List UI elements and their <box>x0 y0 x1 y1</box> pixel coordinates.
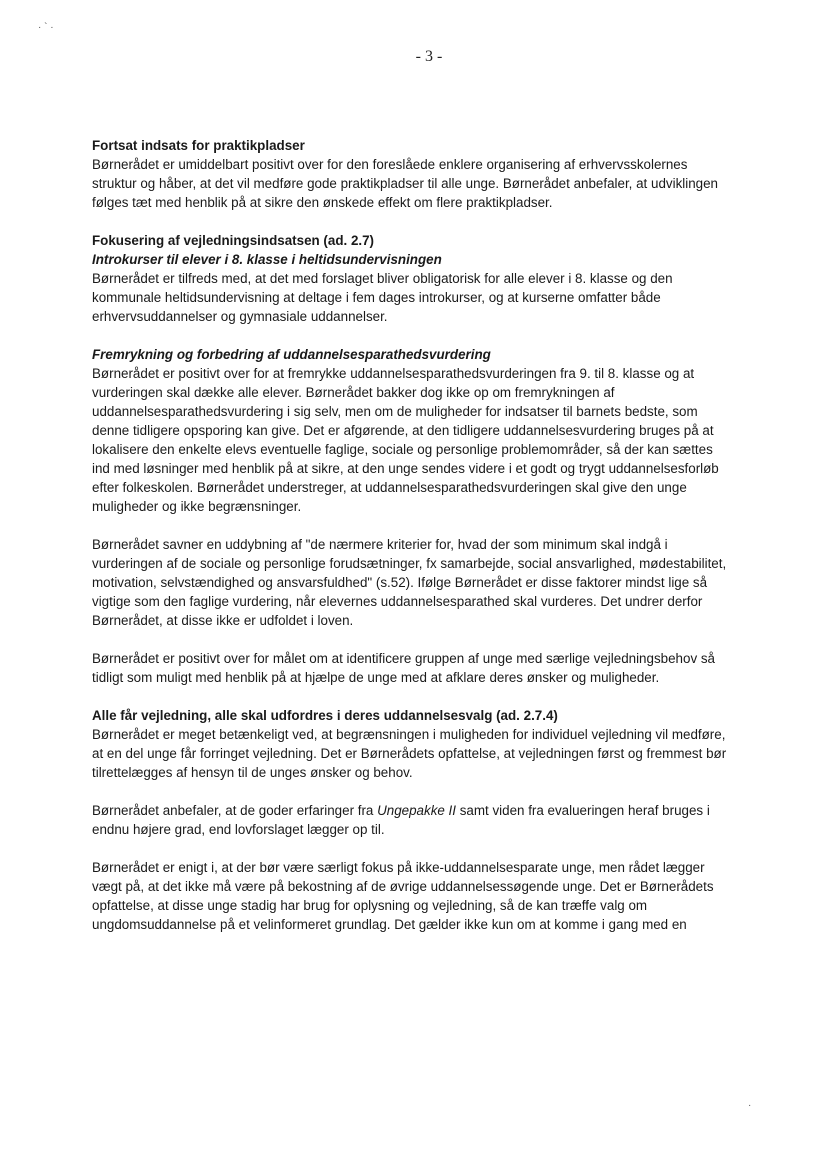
section-subheading: Fremrykning og forbedring af uddannelsesparathedsvurdering <box>92 347 491 362</box>
text-run: samt viden fra evalueringen heraf bruges i endnu højere grad, end lovforslaget lægger op til. <box>92 803 710 837</box>
document-body <box>92 136 732 953</box>
page-number: - 3 - <box>415 48 443 65</box>
paragraph-ungepakke <box>92 801 732 839</box>
paragraph: Børnerådet savner en uddybning af "de nærmere kriterier for, hvad der som minimum skal indgå i vurderingen af de sociale og personlige forudsætninger, fx samarbejde, social ansvarlighed, mødestabilitet, motivation, selvstændighed og ansvarsfuldhed" (s.52). Ifølge Børnerådet er disse faktorer mindst lige så vigtige som den faglige vurdering, når elevernes uddannelsesparathed skal vurderes. Det undrer derfor Børnerådet, at disse ikke er udfoldet i loven. <box>92 537 727 628</box>
section-uddannelsesparathed <box>92 345 732 687</box>
paragraph: Børnerådet er umiddelbart positivt over for den foreslåede enklere organisering af erhvervsskolernes struktur og håber, at det vil medføre gode praktikpladser til alle unge. Børnerådet anbefaler, at udviklingen følges tæt med henblik på at sikre den ønskede effekt om flere praktikpladser. <box>92 157 718 210</box>
paragraph: Børnerådet er tilfreds med, at det med forslaget bliver obligatorisk for alle elever i 8. klasse og den kommunale heltidsundervisning at deltage i fem dages introkurser, og at kurserne omfatter både erhvervsuddannelser og gymnasiale uddannelser. <box>92 271 673 324</box>
text-run: Børnerådet anbefaler, at de goder erfaringer fra <box>92 803 378 818</box>
section-vejledningsindsats <box>92 231 732 326</box>
section-heading: Alle får vejledning, alle skal udfordres i deres uddannelsesvalg (ad. 2.7.4) <box>92 708 558 723</box>
italic-text-run: Ungepakke II <box>377 803 456 818</box>
section-heading: Fokusering af vejledningsindsatsen (ad. 2.7) <box>92 233 375 248</box>
section-subheading: Introkurser til elever i 8. klasse i heltidsundervisningen <box>92 252 442 267</box>
scan-mark-bottom-right: · <box>748 1100 752 1111</box>
paragraph: Børnerådet er positivt over for målet om at identificere gruppen af unge med særlige vejledningsbehov så tidligt som muligt med henblik på at hjælpe de unge med at afklare deres ønsker og muligheder. <box>92 651 715 685</box>
paragraph: Børnerådet er meget betænkeligt ved, at begrænsningen i muligheden for individuel vejledning vil medføre, at en del unge får forringet vejledning. Det er Børnerådets opfattelse, at vejledningen først og fremmest bør tilrettelægges af hensyn til de unges ønsker og behov. <box>92 727 727 780</box>
section-praktikpladser <box>92 136 732 212</box>
section-alle-faar-vejledning <box>92 706 732 934</box>
scan-mark-top-left: · ` · <box>38 22 54 33</box>
paragraph: Børnerådet er positivt over for at fremrykke uddannelsesparathedsvurderingen fra 9. til 8. klasse og at vurderingen skal dække alle elever. Børnerådet bakker dog ikke op om fremrykningen af uddannelsesparathedsvurdering i sig selv, men om de muligheder for indsatser til barnets bedste, som denne tidligere opsporing kan give. Det er afgørende, at den tidligere uddannelsesvurdering bruges på at lokalisere den enkelte elevs eventuelle faglige, sociale og personlige problemområder, så der kan sættes ind med løsninger med henblik på at sikre, at den unge sendes videre i et godt og trygt uddannelsesforløb efter folkeskolen. Børnerådet understreger, at uddannelsesparathedsvurderingen skal give den unge muligheder og ikke begrænsninger. <box>92 366 719 514</box>
paragraph: Børnerådet er enigt i, at der bør være særligt fokus på ikke-uddannelsesparate unge, men rådet lægger vægt på, at det ikke må være på bekostning af de øvrige uddannelsessøgende unge. Det er Børnerådets opfattelse, at disse unge stadig har brug for oplysning og vejledning, så de kan træffe valg om ungdomsuddannelse på et velinformeret grundlag. Det gælder ikke kun om at komme i gang med en <box>92 860 714 932</box>
section-heading: Fortsat indsats for praktikpladser <box>92 138 305 153</box>
